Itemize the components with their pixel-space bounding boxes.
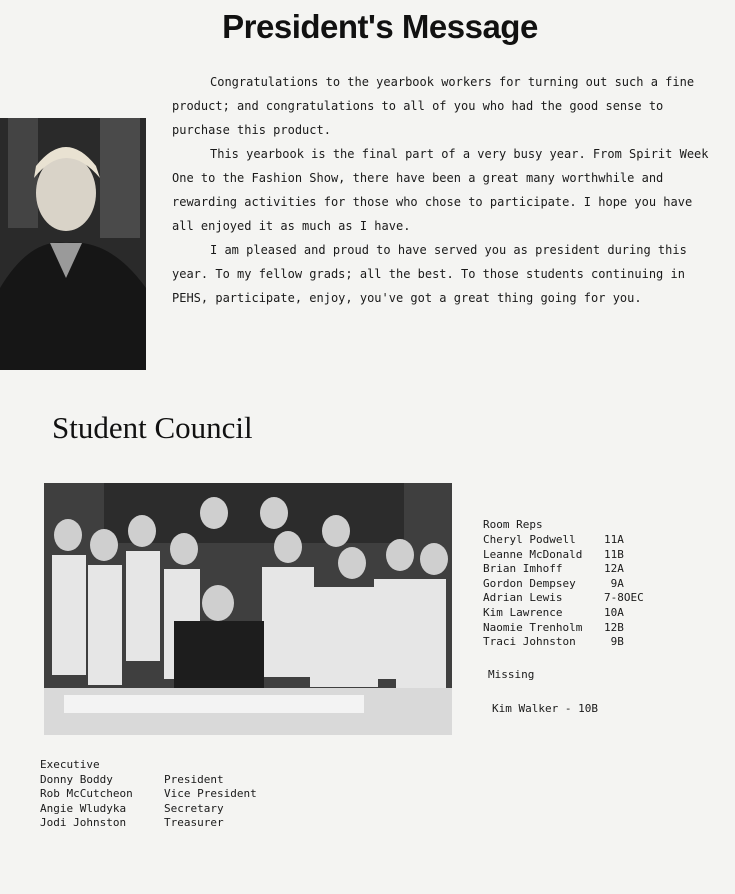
page-title: President's Message <box>222 8 538 45</box>
missing-value: Kim Walker - 10B <box>492 702 598 715</box>
list-item <box>40 787 257 802</box>
rep-name: Adrian Lewis <box>483 591 563 605</box>
exec-name: Rob McCutcheon <box>40 787 133 801</box>
list-item <box>483 621 644 636</box>
rep-name: Brian Imhoff <box>483 562 563 576</box>
exec-name: Angie Wludyka <box>40 801 127 815</box>
rep-name: Gordon Dempsey <box>483 576 576 590</box>
room-reps-heading: Room Reps <box>483 518 543 531</box>
exec-name: Donny Boddy <box>40 772 113 786</box>
executive-heading: Executive <box>40 758 100 771</box>
executive-list <box>40 758 257 831</box>
rep-name: Kim Lawrence <box>483 605 563 619</box>
list-item <box>483 533 644 548</box>
list-item <box>483 591 644 606</box>
list-item <box>483 635 644 650</box>
rep-room: 12A <box>604 562 624 576</box>
rep-room: 9A <box>604 576 624 590</box>
rep-name: Cheryl Podwell <box>483 533 576 546</box>
room-reps-list <box>483 518 644 650</box>
rep-room: 7-8OEC <box>604 591 644 605</box>
list-item <box>483 606 644 621</box>
rep-name: Leanne McDonald <box>483 547 583 561</box>
rep-name: Traci Johnston <box>483 635 576 649</box>
message-paragraph: I am pleased and proud to have served you as president during this year. To my fellow grads; all the best. To those students continuing in PEHS, participate, enjoy, you've got a great thing going for you. <box>172 243 687 305</box>
rep-room: 12B <box>604 620 624 634</box>
rep-room: 9B <box>604 635 624 649</box>
list-item <box>483 548 644 563</box>
rep-name: Naomie Trenholm <box>483 620 583 634</box>
rep-room: 10A <box>604 605 624 619</box>
exec-role: Secretary <box>164 801 224 815</box>
list-item <box>483 562 644 577</box>
list-item <box>40 802 257 817</box>
exec-role: Vice President <box>164 787 257 801</box>
list-item <box>40 773 257 788</box>
exec-role: President <box>164 772 224 786</box>
exec-name: Jodi Johnston <box>40 816 127 830</box>
student-council-photo <box>44 483 452 735</box>
list-item <box>40 816 257 831</box>
message-paragraph: Congratulations to the yearbook workers for turning out such a fine product; and congratulations to all of you who had the good sense to purchase this product. <box>172 75 695 137</box>
rep-room: 11B <box>604 547 624 561</box>
section-title: Student Council <box>52 410 253 445</box>
exec-role: Treasurer <box>164 816 224 830</box>
message-paragraph: This yearbook is the final part of a very busy year. From Spirit Week One to the Fashion Show, there have been a great many worthwhile and rewarding activities for those who chose to participate. I hope you have all enjoyed it as much as I have. <box>172 147 709 233</box>
president-message <box>172 70 712 310</box>
rep-room: 11A <box>604 533 624 546</box>
list-item <box>483 577 644 592</box>
president-photo <box>0 118 146 370</box>
missing-label: Missing <box>488 668 535 681</box>
